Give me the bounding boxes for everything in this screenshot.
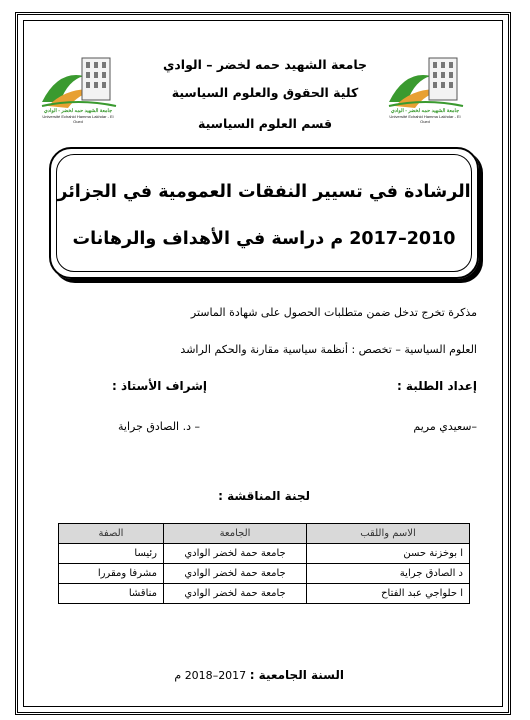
academic-year [174,668,344,682]
header-university: الجامعة [164,524,307,544]
department-name: قسم العلوم السياسية [197,116,332,131]
logo-caption-left: جامعة الشهيد حمه لخضر - الوادي Université Echahid Hamma Lakhdar - El Oued [42,108,114,124]
supervisor-name: – د. الصادق جراية [117,420,200,433]
thesis-title-line1: الرشادة في تسيير النفقات العمومية في الجزائر [57,182,471,202]
thesis-description: مذكرة تخرج تدخل ضمن متطلبات الحصول على شهادة الماستر [190,306,477,319]
title-box-frame [56,154,472,272]
student-name: –سعيدي مريم [413,420,477,433]
table-row [59,544,470,564]
academic-year-value: 2017–2018 م [174,669,247,682]
thesis-title-line2: 2010–2017 م دراسة في الأهداف والرهانات [72,229,456,249]
university-logo-right [385,50,465,116]
member-university: جامعة حمة لخضر الوادي [164,564,307,584]
member-role: مشرفا ومقررا [59,564,164,584]
header-role: الصفة [59,524,164,544]
university-logo-left [38,50,118,116]
academic-year-label: السنة الجامعية : [249,668,344,682]
committee-title: لجنة المناقشة : [218,489,310,503]
supervisor-label: إشراف الأستاذ : [112,379,207,393]
committee-table [58,523,470,604]
committee-table-header [59,524,470,544]
thesis-specialty: العلوم السياسية – تخصص : أنظمة سياسية مقارنة والحكم الراشد [180,343,477,356]
table-row [59,584,470,604]
university-name: جامعة الشهيد حمه لخضر – الوادي [162,57,368,72]
faculty-name: كلية الحقوق والعلوم السياسية [171,85,359,100]
member-role: مناقشا [59,584,164,604]
logo-caption-right: جامعة الشهيد حمه لخضر - الوادي Université Echahid Hamma Lakhdar - El Oued [389,108,461,124]
member-name: ا حلواجي عبد الفتاح [307,584,470,604]
member-name: د الصادق جراية [307,564,470,584]
member-name: ا بوخزنة حسن [307,544,470,564]
header-name: الاسم واللقب [307,524,470,544]
member-university: جامعة حمة لخضر الوادي [164,544,307,564]
member-university: جامعة حمة لخضر الوادي [164,584,307,604]
student-label: إعداد الطلبة : [396,379,477,393]
thesis-title-box [49,147,479,279]
member-role: رئيسا [59,544,164,564]
table-row [59,564,470,584]
